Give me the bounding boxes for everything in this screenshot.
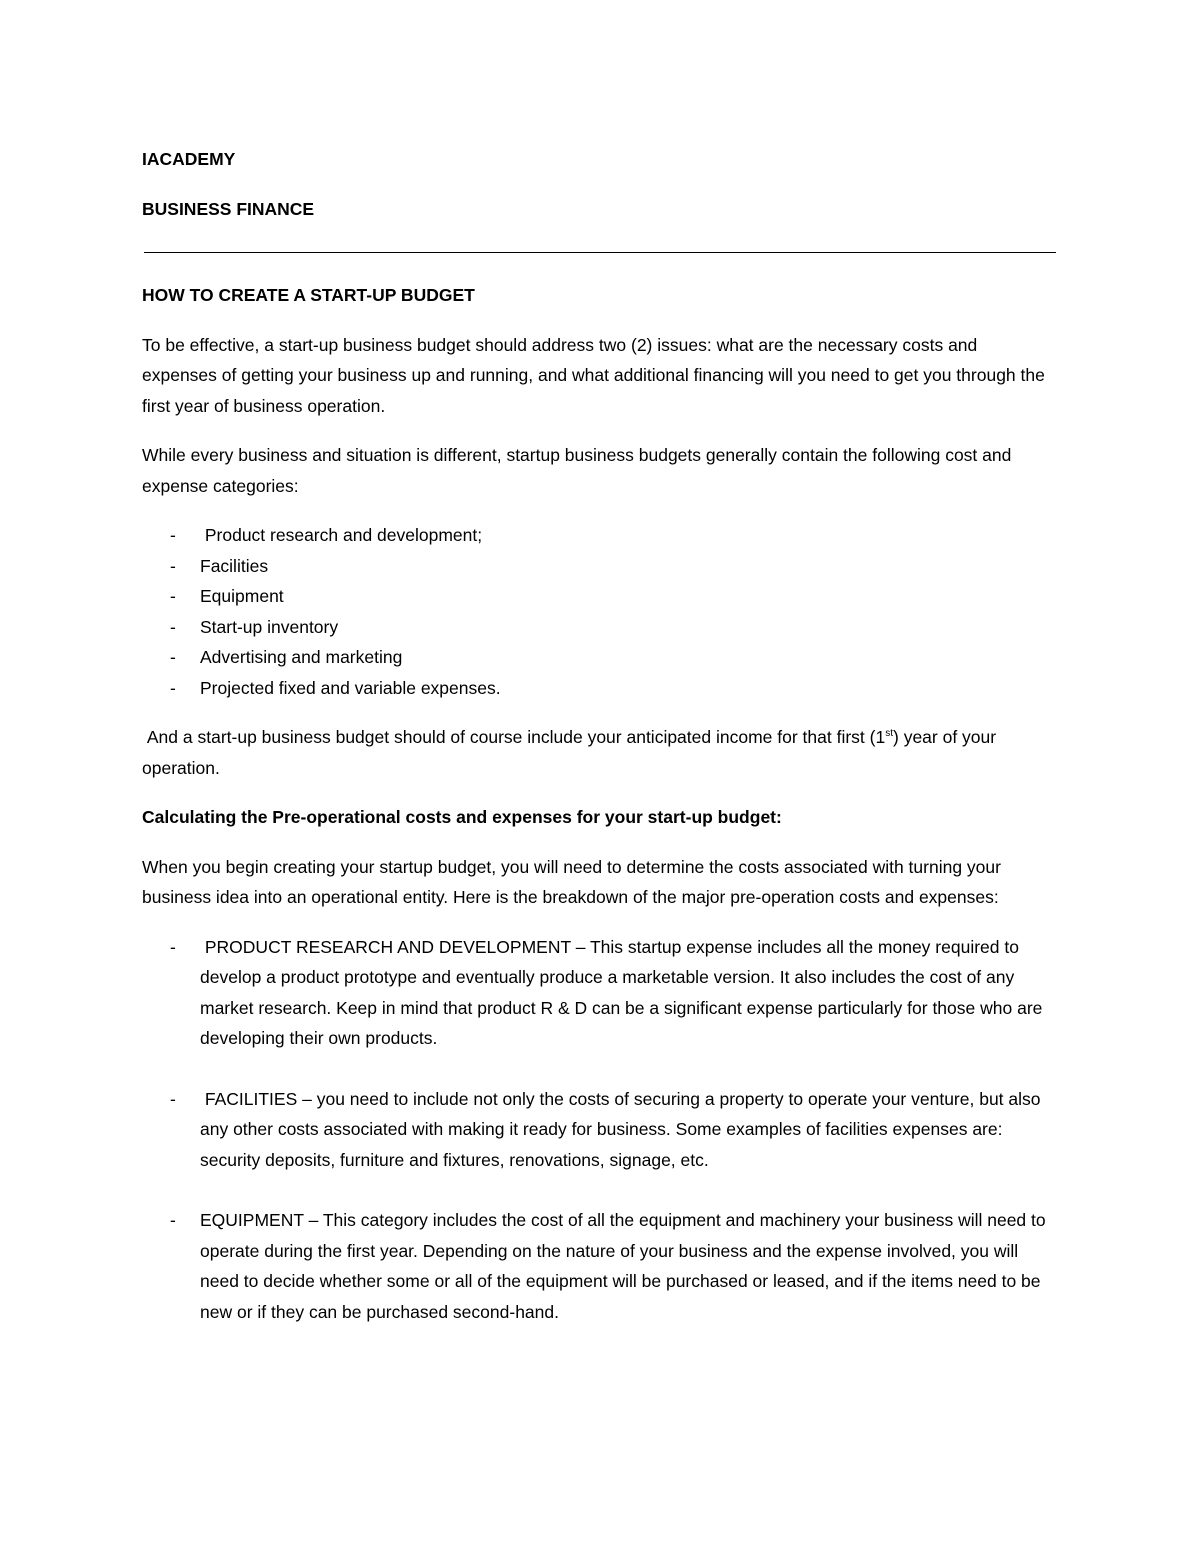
income-text-start: And a start-up business budget should of course include your anticipated income for that first (1 [142,727,886,747]
intro-paragraph: To be effective, a start-up business budget should address two (2) issues: what are the necessary costs and expenses of getting your business up and running, and what additional financing will you need to get you through the first year of business operation. [142,334,1045,416]
list-item-text: Start-up inventory [200,616,339,637]
dash-marker: - [170,647,176,667]
document-content [142,144,1057,1357]
list-item-text: Advertising and marketing [200,647,403,667]
detail-item-text: FACILITIES – you need to include not only the costs of securing a property to operate your venture, but also any other costs associated with making it ready for business. Some examples of facilities expenses are: security deposits, furniture and fixtures, renovations, signage, etc. [200,1088,1046,1170]
section-title: HOW TO CREATE A START-UP BUDGET [142,285,475,305]
subheading: Calculating the Pre-operational costs and expenses for your start-up budget: [142,807,782,827]
detail-item-text: EQUIPMENT – This category includes the cost of all the equipment and machinery your business will need to operate during the first year. Depending on the nature of your business and the expense involved, you will need to decide whether some or all of the equipment will be purchased or leased, and if the items need to be new or if they can be purchased second-hand. [200,1210,1046,1322]
list-item [142,551,1057,582]
income-text-end: ) year of your operation. [142,727,997,778]
list-item-text: Product research and development; [200,525,483,545]
dash-marker: - [170,525,176,545]
ordinal-suffix: st [885,728,893,740]
category-list [142,520,1057,703]
detail-item-text: PRODUCT RESEARCH AND DEVELOPMENT – This startup expense includes all the money required to develop a product prototype and eventually produce a marketable version. It also includes the cost of any market research. Keep in mind that product R & D can be a significant expense particularly for those who are developing their own products. [200,936,1048,1048]
school-name: IACADEMY [142,149,236,169]
list-item [142,581,1057,612]
categories-paragraph: While every business and situation is different, startup business budgets generally contain the following cost and expense categories: [142,445,1012,496]
list-item-text: Equipment [200,586,284,606]
list-item [142,520,1057,551]
dash-marker: - [170,936,176,957]
detail-list [142,932,1057,1328]
dash-marker: - [170,677,176,698]
detail-item [142,932,1057,1054]
list-item [142,642,1057,673]
list-item [142,612,1057,643]
list-item [142,673,1057,704]
list-item-text: Projected fixed and variable expenses. [200,677,501,698]
detail-item [142,1205,1057,1327]
dash-marker: - [170,616,176,637]
detail-item [142,1084,1057,1176]
horizontal-divider [144,252,1056,253]
subject-name: BUSINESS FINANCE [142,198,315,219]
dash-marker: - [170,555,176,576]
list-item-text: Facilities [200,555,269,576]
dash-marker: - [170,586,176,606]
dash-marker: - [170,1088,176,1109]
income-paragraph [142,722,1057,783]
dash-marker: - [170,1210,176,1230]
preop-paragraph: When you begin creating your startup budget, you will need to determine the costs associated with turning your business idea into an operational entity. Here is the breakdown of the major pre-operation costs and expenses: [142,856,1001,907]
